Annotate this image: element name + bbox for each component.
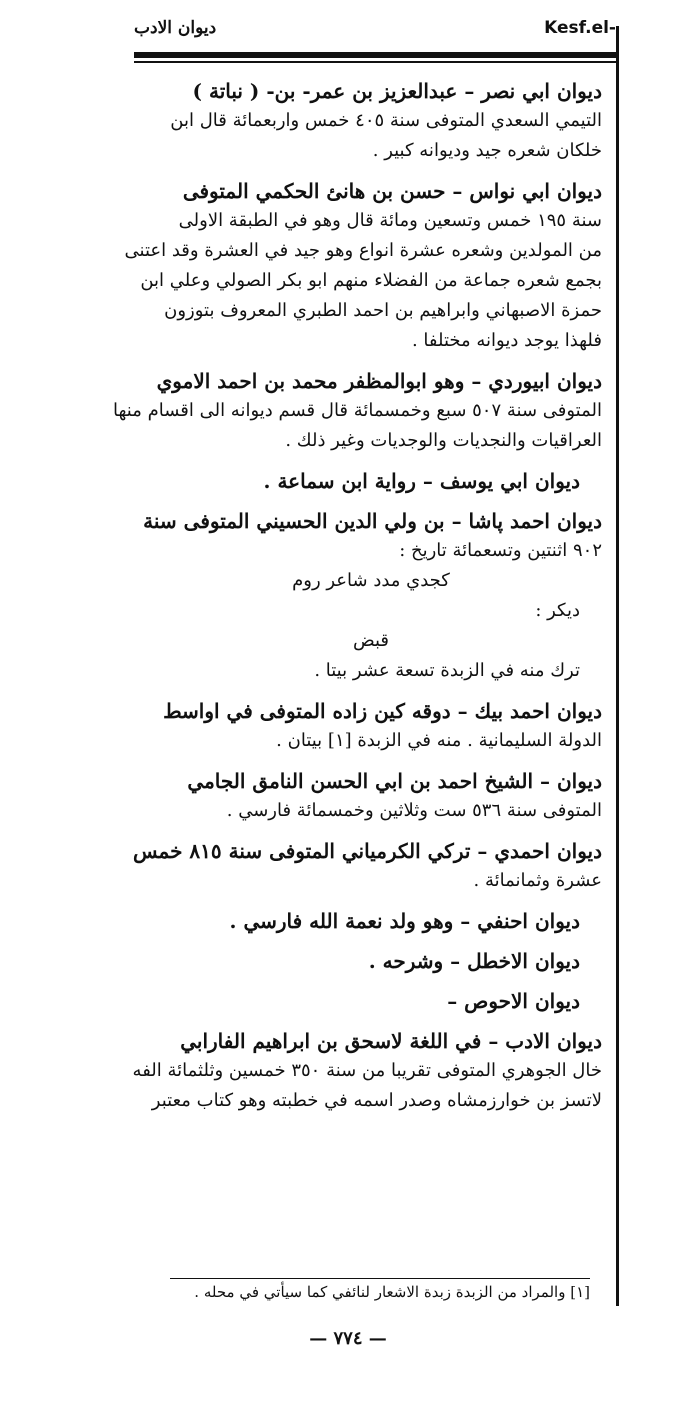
header-rule-thin <box>134 61 616 63</box>
entry-line: ترك منه في الزبدة تسعة عشر بيتا . <box>314 660 580 681</box>
entry-line: فلهذا يوجد ديوانه مختلفا . <box>411 330 602 351</box>
entry-ahmad-pasha <box>140 506 602 686</box>
entry-heading: ديوان الاحوص – <box>447 989 580 1013</box>
entry-line: ٩٠٢ اثنتين وتسعمائة تاريخ : <box>399 540 602 561</box>
column-rule <box>616 26 619 1306</box>
verse-line: كجدي مدد شاعر روم <box>292 570 450 591</box>
entry-heading: ديوان احنفي – وهو ولد نعمة الله فارسي . <box>229 909 580 933</box>
header-latin-title: Kesf.el- <box>544 18 616 38</box>
entry-heading: ديوان الاخطل – وشرحه . <box>368 949 580 973</box>
entry-line: من المولدين وشعره عشرة انواع وهو جيد في العشرة وقد اعتنى <box>124 240 602 261</box>
entry-heading: ديوان ابي نصر – عبدالعزيز بن عمر- بن- ( نباتة ) <box>192 79 602 103</box>
entry-line: المتوفى سنة ٥٠٧ سبع وخمسمائة قال قسم ديوانه الى اقسام منها <box>113 400 602 421</box>
entry-heading: ديوان احمدي – تركي الكرمياني المتوفى سنة ٨١٥ خمس <box>133 839 602 863</box>
header-section-title: ديوان الادب <box>134 18 217 38</box>
entry-ahwas <box>140 986 602 1016</box>
entry-line: الدولة السليمانية . منه في الزبدة [١] بيتان . <box>276 730 602 751</box>
entry-line: خلكان شعره جيد وديوانه كبير . <box>372 140 602 161</box>
footnote: [١] والمراد من الزبدة زبدة الاشعار لنائفي كما سيأتي في محله . <box>170 1278 590 1303</box>
entry-ahnafi <box>140 906 602 936</box>
entry-line: لاتسز بن خوارزمشاه وصدر اسمه في خطبته وهو كتاب معتبر <box>151 1090 602 1111</box>
entry-line: العراقيات والنجديات والوجديات وغير ذلك . <box>285 430 602 451</box>
entry-heading: ديوان الادب – في اللغة لاسحق بن ابراهيم الفارابي <box>180 1029 602 1053</box>
page-body <box>113 76 602 1126</box>
entry-line: عشرة وثمانمائة . <box>473 870 602 891</box>
entry-abiwardi <box>113 366 602 456</box>
verse-line: قبض <box>352 630 390 651</box>
entry-heading: ديوان احمد بيك – دوقه كين زاده المتوفى في اواسط <box>163 699 602 723</box>
entry-abi-nuwas <box>124 176 602 356</box>
entry-line: بجمع شعره جماعة من الفضلاء منهم ابو بكر الصولي وعلي ابن <box>140 270 602 291</box>
page-number: — ٧٧٤ — <box>309 1328 387 1349</box>
entry-abi-nasr <box>140 76 602 166</box>
entry-abi-yusuf <box>140 466 602 496</box>
entry-adab <box>132 1026 602 1116</box>
verse-label: ديكر : <box>535 600 580 621</box>
entry-line: حمزة الاصبهاني وابراهيم بن احمد الطبري المعروف بتوزون <box>164 300 602 321</box>
entry-heading: ديوان ابي يوسف – رواية ابن سماعة . <box>263 469 580 493</box>
running-header <box>134 18 616 44</box>
entry-akhtal <box>140 946 602 976</box>
entry-ahmad-bek <box>140 696 602 756</box>
entry-line: سنة ١٩٥ خمس وتسعين ومائة قال وهو في الطبقة الاولى <box>178 210 602 231</box>
entry-heading: ديوان – الشيخ احمد بن ابي الحسن النامق الجامي <box>187 769 602 793</box>
entry-jami <box>140 766 602 826</box>
entry-line: المتوفى سنة ٥٣٦ ست وثلاثين وخمسمائة فارسي . <box>226 800 602 821</box>
header-rule-thick <box>134 52 616 58</box>
entry-line: التيمي السعدي المتوفى سنة ٤٠٥ خمس واربعمائة قال ابن <box>170 110 602 131</box>
entry-line: خال الجوهري المتوفى تقريبا من سنة ٣٥٠ خمسين وثلثمائة الفه <box>132 1060 602 1081</box>
entry-heading: ديوان احمد پاشا – بن ولي الدين الحسيني المتوفى سنة <box>143 509 602 533</box>
entry-heading: ديوان ابي نواس – حسن بن هانئ الحكمي المتوفى <box>182 179 602 203</box>
entry-heading: ديوان ابيوردي – وهو ابوالمظفر محمد بن احمد الاموي <box>156 369 602 393</box>
entry-ahmadi <box>133 836 602 896</box>
